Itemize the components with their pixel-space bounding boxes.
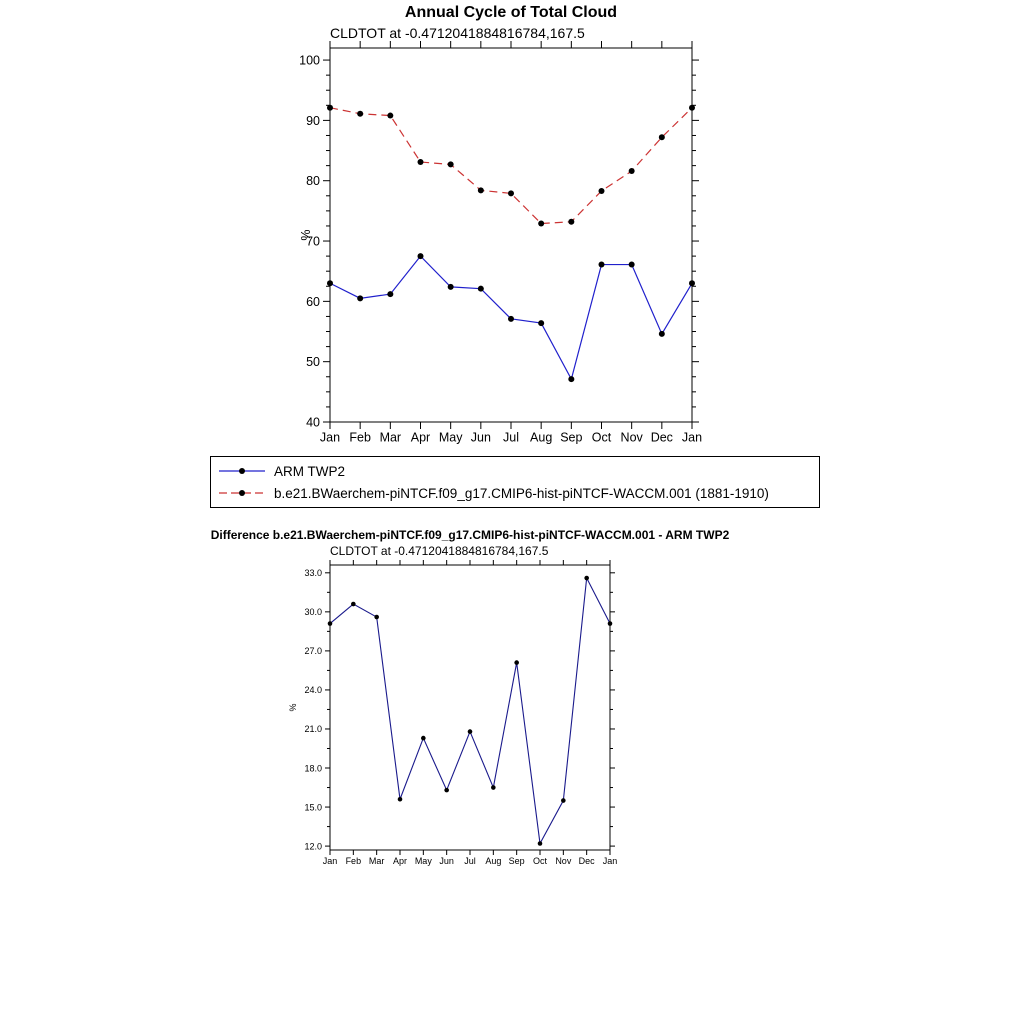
y-axis-label: %	[288, 703, 298, 712]
y-tick-label: 50	[306, 355, 320, 370]
data-point-marker	[448, 284, 454, 290]
x-tick-label: May	[414, 856, 432, 866]
data-point-marker	[468, 729, 473, 734]
data-point-marker	[599, 188, 605, 194]
difference-chart-title: Difference b.e21.BWaerchem-piNTCF.f09_g17.CMIP6-hist-piNTCF-WACCM.001 - ARM TWP2	[210, 528, 730, 542]
data-point-marker	[478, 286, 484, 292]
plot-border	[330, 565, 610, 850]
y-tick-label: 100	[299, 53, 320, 68]
y-tick-label: 30.0	[304, 607, 322, 618]
data-point-marker	[508, 316, 514, 322]
data-point-marker	[538, 221, 544, 227]
data-point-marker	[374, 615, 379, 620]
data-point-marker	[608, 621, 613, 626]
data-point-marker	[421, 736, 426, 741]
legend-item-model-run	[217, 482, 813, 504]
y-tick-label: 27.0	[304, 646, 322, 657]
red-dashed-line-marker-icon	[217, 486, 267, 500]
difference-chart-subtitle: CLDTOT at -0.4712041884816784,167.5	[330, 544, 549, 558]
x-tick-label: Jan	[319, 430, 341, 445]
data-point-marker	[491, 785, 496, 790]
x-tick-label: Apr	[410, 430, 431, 445]
data-point-marker	[328, 621, 333, 626]
y-tick-label: 24.0	[304, 685, 322, 696]
x-tick-label: Apr	[392, 856, 408, 866]
data-point-marker	[659, 331, 665, 337]
y-tick-label: 12.0	[304, 841, 322, 852]
y-tick-label: 21.0	[304, 724, 322, 735]
y-tick-label: 70	[306, 234, 320, 249]
x-tick-label: Dec	[578, 856, 595, 866]
data-point-marker	[448, 161, 454, 167]
annual-cycle-line-chart	[260, 40, 820, 452]
x-tick-label: Jul	[503, 430, 519, 445]
x-tick-label: Jan	[681, 430, 703, 445]
legend-label-model-run: b.e21.BWaerchem-piNTCF.f09_g17.CMIP6-hist-piNTCF-WACCM.001 (1881-1910)	[274, 485, 769, 501]
x-tick-label: Mar	[368, 856, 385, 866]
data-point-marker	[387, 291, 393, 297]
legend-label-arm-twp2: ARM TWP2	[274, 463, 346, 479]
x-tick-label: Jul	[464, 856, 476, 866]
data-point-marker	[327, 105, 333, 111]
y-tick-label: 15.0	[304, 802, 322, 813]
x-tick-label: Sep	[560, 430, 583, 445]
data-point-marker	[568, 219, 574, 225]
x-tick-label: Oct	[591, 430, 612, 445]
data-point-marker	[629, 168, 635, 174]
data-point-marker	[568, 376, 574, 382]
x-tick-label: Nov	[620, 430, 643, 445]
data-point-marker	[351, 602, 356, 607]
data-point-marker	[357, 295, 363, 301]
data-point-marker	[357, 111, 363, 117]
x-tick-label: Mar	[379, 430, 402, 445]
y-tick-label: 80	[306, 174, 320, 189]
y-tick-label: 90	[306, 113, 320, 128]
y-tick-label: 18.0	[304, 763, 322, 774]
data-point-marker	[514, 660, 519, 665]
y-tick-label: 33.0	[304, 568, 322, 579]
difference-line-chart	[270, 550, 660, 880]
data-point-marker	[689, 280, 695, 286]
data-point-marker	[599, 262, 605, 268]
plot-border	[330, 48, 692, 422]
x-tick-label: May	[438, 430, 463, 445]
data-point-marker	[629, 262, 635, 268]
data-point-marker	[538, 320, 544, 326]
data-point-marker	[444, 788, 449, 793]
legend-item-arm-twp2	[217, 460, 813, 482]
series-line-0	[330, 578, 610, 843]
data-point-marker	[538, 841, 543, 846]
data-point-marker	[387, 113, 393, 119]
data-point-marker	[418, 253, 424, 259]
series-line-1	[330, 108, 692, 224]
data-point-marker	[689, 105, 695, 111]
x-tick-label: Nov	[555, 856, 572, 866]
x-tick-label: Feb	[345, 856, 362, 866]
x-tick-label: Oct	[532, 856, 548, 866]
data-point-marker	[418, 159, 424, 165]
top-chart-subtitle: CLDTOT at -0.4712041884816784,167.5	[330, 25, 585, 41]
data-point-marker	[584, 576, 589, 581]
x-tick-label: Feb	[349, 430, 371, 445]
legend-box	[210, 456, 820, 508]
x-tick-label: Jan	[322, 856, 338, 866]
data-point-marker	[478, 187, 484, 193]
y-tick-label: 40	[306, 415, 320, 430]
top-chart-title: Annual Cycle of Total Cloud	[404, 4, 618, 21]
blue-solid-line-marker-icon	[217, 464, 267, 478]
data-point-marker	[508, 190, 514, 196]
x-tick-label: Jun	[439, 856, 454, 866]
x-tick-label: Jun	[470, 430, 491, 445]
x-tick-label: Aug	[485, 856, 502, 866]
data-point-marker	[398, 797, 403, 802]
y-tick-label: 60	[306, 294, 320, 309]
x-tick-label: Sep	[508, 856, 525, 866]
y-axis-label: %	[299, 229, 313, 241]
x-tick-label: Jan	[602, 856, 618, 866]
x-tick-label: Aug	[530, 430, 553, 445]
data-point-marker	[327, 280, 333, 286]
data-point-marker	[659, 134, 665, 140]
x-tick-label: Dec	[650, 430, 673, 445]
data-point-marker	[561, 798, 566, 803]
